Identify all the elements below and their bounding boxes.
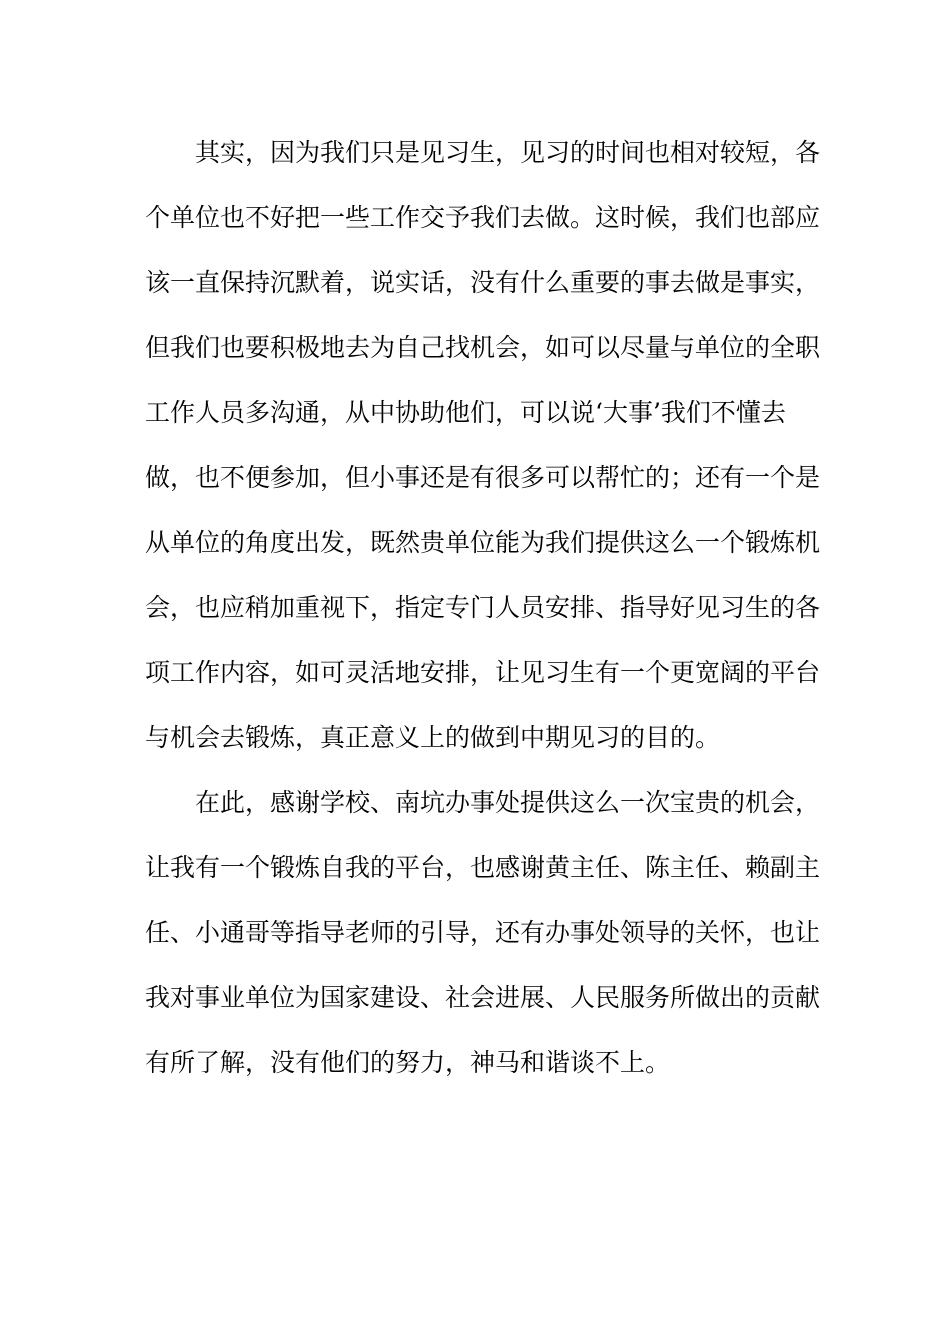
text-line: 其实，因为我们只是见习生，见习的时间也相对较短，各 [195, 138, 821, 167]
text-line: 做，也不便参加，但小事还是有很多可以帮忙的；还有一个是 [145, 463, 821, 492]
text-line: 会，也应稍加重视下，指定专门人员安排、指导好见习生的各 [145, 593, 821, 622]
paragraph [145, 124, 821, 767]
text-line: 个单位也不好把一些工作交予我们去做。这时候，我们也部应 [145, 203, 821, 232]
text-line: 项工作内容，如可灵活地安排，让见习生有一个更宽阔的平台 [145, 658, 821, 687]
paragraph [145, 774, 821, 1092]
text-line: 任、小通哥等指导老师的引导，还有办事处领导的关怀，也让 [145, 918, 821, 947]
text-line: 在此，感谢学校、南坑办事处提供这么一次宝贵的机会， [195, 788, 821, 817]
text-line: 从单位的角度出发，既然贵单位能为我们提供这么一个锻炼机 [145, 528, 821, 557]
text-line: 但我们也要积极地去为自己找机会，如可以尽量与单位的全职 [145, 333, 821, 362]
text-line: 与机会去锻炼，真正意义上的做到中期见习的目的。 [145, 723, 721, 752]
document-body [145, 124, 821, 1099]
text-line: 让我有一个锻炼自我的平台，也感谢黄主任、陈主任、赖副主 [145, 853, 821, 882]
text-line: 该一直保持沉默着，说实话，没有什么重要的事去做是事实， [145, 268, 821, 297]
text-line: 工作人员多沟通，从中协助他们，可以说‘大事’我们不懂去 [145, 398, 786, 427]
text-line: 有所了解，没有他们的努力，神马和谐谈不上。 [145, 1048, 671, 1077]
text-line: 我对事业单位为国家建设、社会进展、人民服务所做出的贡献 [145, 983, 821, 1012]
